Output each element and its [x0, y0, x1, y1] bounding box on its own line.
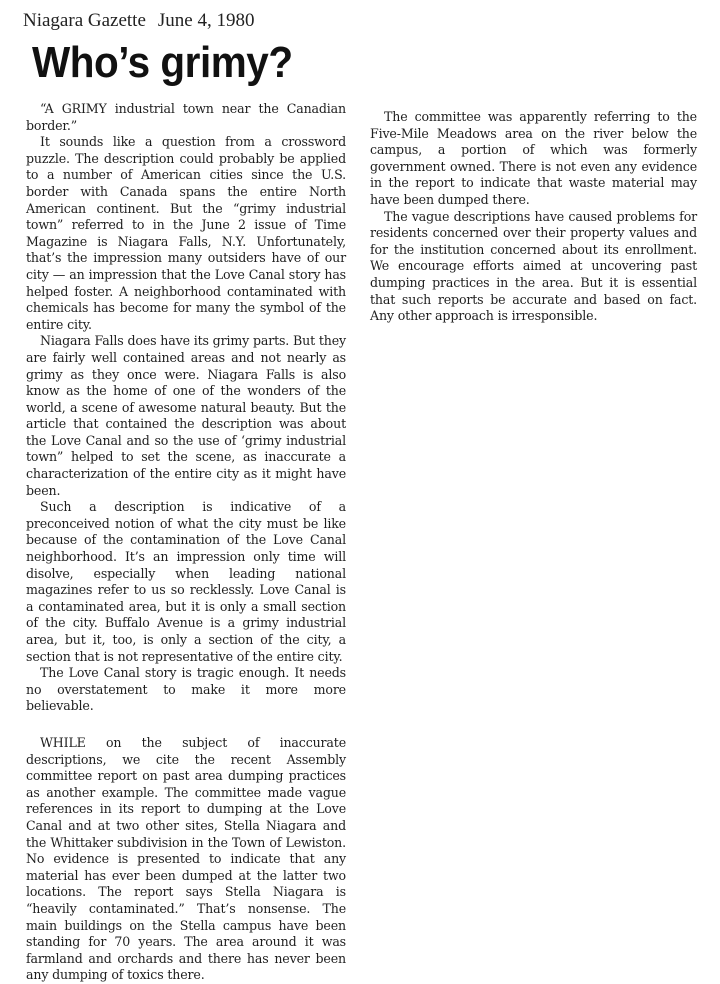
paragraph: WHILE on the subject of inaccurate descriptions, we cite the recent Assembly committee report on past area dumping practices as another example. The committee made vague references in its report to dumping at the Love Canal and at two other sites, Stella Niagara and the Whittaker subdivision in the Town of Lewiston. No evidence is presented to indicate that any material has ever been dumped at the latter two locations. The report says Stella Niagara is “heavily contaminated.” That’s nonsense. The main buildings on the Stella campus have been standing for 70 years. The area around it was farmland and orchards and there has never been any dumping of toxics there. [26, 734, 346, 983]
paragraph: The committee was apparently referring to the Five-Mile Meadows area on the river below the campus, a portion of which was formerly government owned. There is not even any evidence in the report to indicate that waste material may have been dumped there. [370, 109, 697, 207]
masthead [23, 10, 254, 32]
publication-name: Niagara Gazette [23, 10, 146, 31]
paragraph: “A GRIMY industrial town near the Canadian border.” [26, 101, 346, 133]
paragraph: The Love Canal story is tragic enough. It needs no overstatement to make it more more believable. [26, 665, 346, 714]
publication-date: June 4, 1980 [157, 10, 255, 31]
headline: Who’s grimy? [32, 38, 293, 87]
article-column-left [26, 101, 346, 984]
paragraph: Such a description is indicative of a preconceived notion of what the city must be like because of the contamination of the Love Canal neighborhood. It’s an impression only time will disolve, especially when leading national magazines refer to us so recklessly. Love Canal is a contaminated area, but it is only a small section of the city. Buffalo Avenue is a grimy industrial area, but it, too, is only a section of the city, a section that is not representative of the entire city. [26, 499, 346, 664]
paragraph: Niagara Falls does have its grimy parts. But they are fairly well contained areas and not nearly as grimy as they once were. Niagara Falls is also know as the home of one of the wonders of the world, a scene of awesome natural beauty. But the article that contained the description was about the Love Canal and so the use of ‘grimy industrial town” helped to set the scene, as inaccurate a characterization of the entire city as it might have been. [26, 333, 346, 498]
article-column-right [370, 109, 697, 325]
paragraph: The vague descriptions have caused problems for residents concerned over their property values and for the institution concerned about its enrollment. We encourage efforts aimed at uncovering past dumping practices in the area. But it is essential that such reports be accurate and based on fact. Any other approach is irresponsible. [370, 208, 697, 324]
paragraph: It sounds like a question from a crossword puzzle. The description could probably be applied to a number of American cities since the U.S. border with Canada spans the entire North American continent. But the “grimy industrial town” referred to in the June 2 issue of Time Magazine is Niagara Falls, N.Y. Unfortunately, that’s the impression many outsiders have of our city — an impression that the Love Canal story has helped foster. A neighborhood contaminated with chemicals has become for many the symbol of the entire city. [26, 134, 346, 332]
